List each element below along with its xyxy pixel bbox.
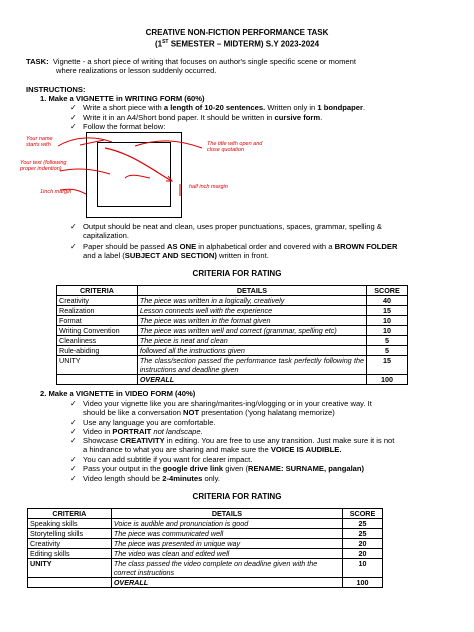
check-icon: ✓ bbox=[70, 455, 77, 464]
instructions-heading: INSTRUCTIONS: bbox=[26, 85, 86, 94]
note-1inch-margin: 1inch margin bbox=[40, 189, 72, 195]
criteria1-heading: CRITERIA FOR RATING bbox=[192, 269, 282, 278]
table-row: Editing skills The video was clean and edited well 20 bbox=[28, 549, 383, 559]
part1-heading: 1. Make a VIGNETTE in WRITING FORM (60%) bbox=[40, 94, 205, 103]
part1-bullet-5: Paper should be passed AS ONE in alphabetical order and covered with a BROWN FOLDER and a label (SUBJECT AND SECTION) written in front. bbox=[83, 242, 398, 261]
part1-bullet-2: Write it in an A4/Short bond paper. It should be written in cursive form. bbox=[83, 113, 323, 122]
part2-bullet-6: Pass your output in the google drive link given (RENAME: SURNAME, pangalan) bbox=[83, 464, 365, 473]
part2-bullet-7: Video length should be 2-4minutes only. bbox=[83, 474, 220, 483]
doc-title-line1: CREATIVE NON-FICTION PERFORMANCE TASK bbox=[145, 28, 329, 37]
check-icon: ✓ bbox=[70, 474, 77, 483]
table-row: UNITY The class/section passed the performance task perfectly following the instructions and deadline given 15 bbox=[57, 356, 408, 375]
part2-bullet-5: You can add subtitle if you want for clearer impact. bbox=[83, 455, 253, 464]
note-title-quotation: The title with open and close quotation bbox=[207, 141, 263, 153]
check-icon: ✓ bbox=[70, 399, 77, 408]
check-icon: ✓ bbox=[70, 418, 77, 427]
task-description: TASK: Vignette - a short piece of writing that focuses on author's single specific scene or moment where realizations or lesson suddenly occurred. bbox=[26, 57, 356, 76]
check-icon: ✓ bbox=[70, 222, 77, 231]
check-icon: ✓ bbox=[70, 122, 77, 131]
criteria1-table bbox=[56, 285, 408, 385]
check-icon: ✓ bbox=[70, 464, 77, 473]
col-header-criteria: CRITERIA bbox=[28, 509, 112, 519]
col-header-score: SCORE bbox=[343, 509, 383, 519]
col-header-criteria: CRITERIA bbox=[57, 286, 138, 296]
note-your-text: Your text (following proper indention) bbox=[20, 160, 67, 172]
table-row: Speaking skills Voice is audible and pronunciation is good 25 bbox=[28, 519, 383, 529]
table-row: Creativity The piece was presented in unique way 20 bbox=[28, 539, 383, 549]
part2-bullet-3: Video in PORTRAIT not landscape. bbox=[83, 427, 203, 436]
col-header-score: SCORE bbox=[367, 286, 408, 296]
check-icon: ✓ bbox=[70, 113, 77, 122]
note-your-name: Your name starts with bbox=[26, 136, 53, 148]
table-row: Format The piece was written in the format given 10 bbox=[57, 316, 408, 326]
check-icon: ✓ bbox=[70, 427, 77, 436]
part1-bullet-4: Output should be neat and clean, uses proper punctuations, spaces, grammar, spelling & capitalization. bbox=[83, 222, 382, 241]
table-row-overall: OVERALL 100 bbox=[57, 375, 408, 385]
criteria2-table bbox=[27, 508, 383, 588]
criteria2-heading: CRITERIA FOR RATING bbox=[192, 492, 282, 501]
part2-bullet-4: Showcase CREATIVITY in editing. You are free to use any transition. Just make sure it is not a hindrance to what you are sharing and make sure the VOICE IS AUDIBLE. bbox=[83, 436, 395, 455]
table-row: Creativity The piece was written in a logically, creatively 40 bbox=[57, 296, 408, 306]
table-row: Storytelling skills The piece was communicated well 25 bbox=[28, 529, 383, 539]
part2-heading: 2. Make a VIGNETTE in VIDEO FORM (40%) bbox=[40, 389, 196, 398]
table-row: Rule-abiding followed all the instructions given 5 bbox=[57, 346, 408, 356]
doc-title-line2: (1ST SEMESTER – MIDTERM) S.Y 2023-2024 bbox=[154, 39, 320, 49]
check-icon: ✓ bbox=[70, 242, 77, 251]
col-header-details: DETAILS bbox=[137, 286, 366, 296]
check-icon: ✓ bbox=[70, 103, 77, 112]
table-row: Writing Convention The piece was written well and correct (grammar, spelling etc) 10 bbox=[57, 326, 408, 336]
table-row: Cleanliness The piece is neat and clean 5 bbox=[57, 336, 408, 346]
col-header-details: DETAILS bbox=[111, 509, 342, 519]
part2-bullet-1: Video your vignette like you are sharing/marites-ing/vlogging or in your creative way. It should be like a conversation NOT presentation ('yong halatang memorize) bbox=[83, 399, 372, 418]
table-row: Realization Lesson connects well with the experience 15 bbox=[57, 306, 408, 316]
part1-bullet-1: Write a short piece with a length of 10-20 sentences. Written only in 1 bondpaper. bbox=[83, 103, 366, 112]
part2-bullet-2: Use any language you are comfortable. bbox=[83, 418, 216, 427]
part1-bullet-3: Follow the format below: bbox=[83, 122, 166, 131]
check-icon: ✓ bbox=[70, 436, 77, 445]
table-row-overall: OVERALL 100 bbox=[28, 578, 383, 588]
note-half-inch-margin: half inch margin bbox=[189, 184, 228, 190]
table-row: UNITY The class passed the video complete on deadline given with the correct instructions 10 bbox=[28, 559, 383, 578]
